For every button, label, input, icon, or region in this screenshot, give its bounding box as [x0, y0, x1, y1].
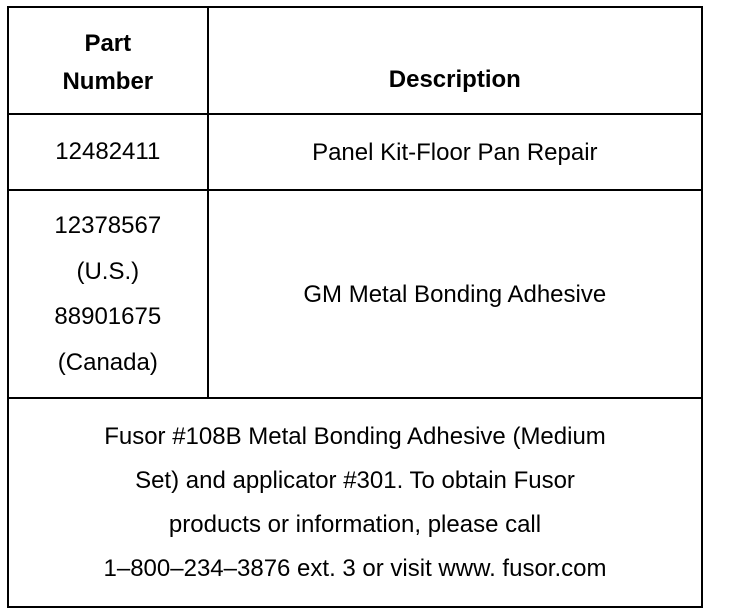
part-number-cell: [8, 114, 208, 190]
note-line: products or information, please call: [168, 510, 542, 538]
part-number: 88901675: [54, 303, 162, 330]
note-line: 1–800–234–3876 ext. 3 or visit www. fusor.com: [103, 554, 607, 582]
description-cell: GM Metal Bonding Adhesive: [208, 190, 702, 398]
table-header-row: [8, 7, 702, 114]
description-cell: Panel Kit-Floor Pan Repair: [208, 114, 702, 190]
note-line: Fusor #108B Metal Bonding Adhesive (Medium: [104, 422, 606, 450]
part-number-cell: [8, 190, 208, 398]
note-cell: [8, 398, 702, 607]
part-number-region: (Canada): [57, 348, 158, 376]
part-number-region: (U.S.): [76, 257, 140, 285]
note-line: Set) and applicator #301. To obtain Fusor: [135, 466, 575, 494]
header-description-label: Description: [388, 65, 521, 93]
header-part-number: [8, 7, 208, 114]
table-note-row: [8, 398, 702, 607]
parts-table: [7, 6, 703, 608]
header-part-number-line-2: Number: [62, 67, 154, 95]
table-row: [8, 190, 702, 398]
table-row: [8, 114, 702, 190]
part-number: 12482411: [55, 138, 161, 166]
header-description: [208, 7, 702, 114]
header-part-number-line-1: Part: [84, 29, 132, 57]
part-number: 12378567: [54, 212, 162, 239]
